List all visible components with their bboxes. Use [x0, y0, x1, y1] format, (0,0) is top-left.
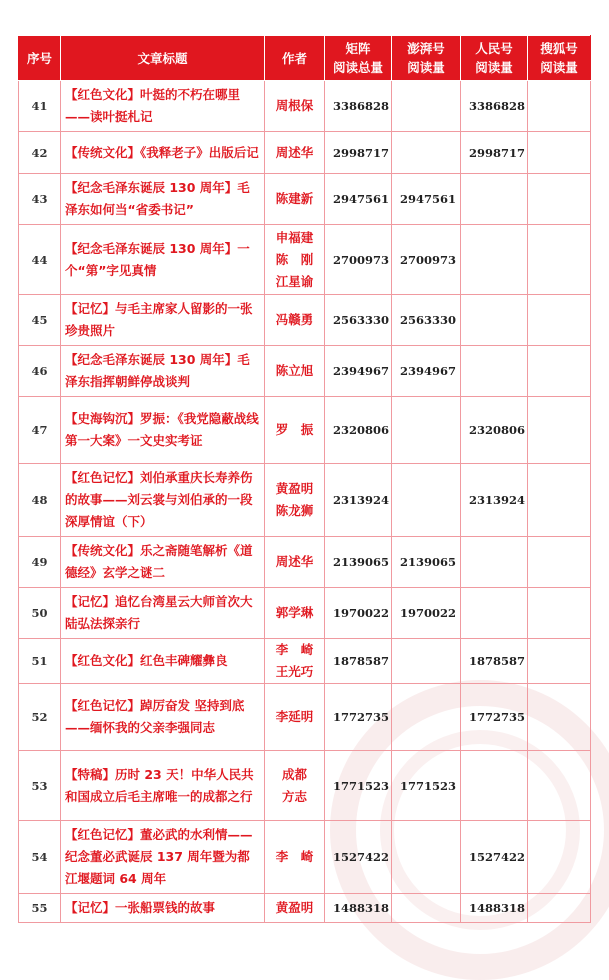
article-title: 【红色记忆】踔厉奋发 坚持到底——缅怀我的父亲李强同志	[61, 684, 265, 751]
header-people-line2: 阅读量	[475, 60, 513, 75]
author-name-line: 江星谕	[275, 273, 314, 289]
matrix-total-reads: 2998717	[325, 132, 392, 174]
article-author	[265, 588, 325, 639]
row-number: 44	[19, 225, 61, 295]
header-no: 序号	[19, 36, 61, 81]
pengpai-reads: 2139065	[392, 537, 461, 588]
article-author	[265, 81, 325, 132]
people-reads	[461, 346, 528, 397]
header-pengpai	[392, 36, 461, 81]
sohu-reads	[528, 751, 591, 821]
row-number: 42	[19, 132, 61, 174]
pengpai-reads	[392, 639, 461, 684]
author-name-line: 李 崎	[275, 849, 314, 864]
matrix-total-reads: 1970022	[325, 588, 392, 639]
row-number: 49	[19, 537, 61, 588]
sohu-reads	[528, 821, 591, 894]
sohu-reads	[528, 346, 591, 397]
article-author	[265, 464, 325, 537]
article-author	[265, 295, 325, 346]
pengpai-reads	[392, 464, 461, 537]
header-matrix-line2: 阅读总量	[332, 60, 383, 75]
pengpai-reads: 2563330	[392, 295, 461, 346]
people-reads: 1878587	[461, 639, 528, 684]
row-number: 55	[19, 894, 61, 923]
row-number: 53	[19, 751, 61, 821]
author-name-line: 李延明	[275, 709, 314, 724]
pengpai-reads: 1771523	[392, 751, 461, 821]
pengpai-reads	[392, 132, 461, 174]
article-title: 【红色记忆】刘伯承重庆长寿养伤的故事——刘云裳与刘伯承的一段深厚情谊（下）	[61, 464, 265, 537]
pengpai-reads: 2700973	[392, 225, 461, 295]
author-name-line: 周述华	[275, 554, 314, 569]
sohu-reads	[528, 397, 591, 464]
matrix-total-reads: 1488318	[325, 894, 392, 923]
people-reads	[461, 174, 528, 225]
pengpai-reads	[392, 894, 461, 923]
people-reads	[461, 537, 528, 588]
row-number: 54	[19, 821, 61, 894]
article-title: 【史海钩沉】罗振：《我党隐蔽战线第一大案》一文史实考证	[61, 397, 265, 464]
sohu-reads	[528, 588, 591, 639]
table-header-row	[19, 36, 591, 81]
article-author	[265, 397, 325, 464]
article-title: 【纪念毛泽东诞辰 130 周年】毛泽东指挥朝鲜停战谈判	[61, 346, 265, 397]
row-number: 50	[19, 588, 61, 639]
matrix-total-reads: 2320806	[325, 397, 392, 464]
people-reads	[461, 751, 528, 821]
article-readership-table	[18, 35, 591, 923]
article-title: 【记忆】一张船票钱的故事	[61, 894, 265, 923]
matrix-total-reads: 1771523	[325, 751, 392, 821]
sohu-reads	[528, 132, 591, 174]
matrix-total-reads: 1772735	[325, 684, 392, 751]
people-reads	[461, 225, 528, 295]
article-title: 【记忆】追忆台湾星云大师首次大陆弘法探亲行	[61, 588, 265, 639]
article-author	[265, 684, 325, 751]
pengpai-reads: 2947561	[392, 174, 461, 225]
article-author	[265, 751, 325, 821]
sohu-reads	[528, 537, 591, 588]
author-name-line: 罗 振	[275, 422, 314, 437]
header-author: 作者	[265, 36, 325, 81]
author-name-line: 黄盈明	[275, 481, 314, 496]
header-people	[461, 36, 528, 81]
table-row	[19, 537, 591, 588]
pengpai-reads: 2394967	[392, 346, 461, 397]
article-author	[265, 174, 325, 225]
row-number: 41	[19, 81, 61, 132]
article-author	[265, 821, 325, 894]
row-number: 48	[19, 464, 61, 537]
sohu-reads	[528, 894, 591, 923]
table-row	[19, 821, 591, 894]
row-number: 51	[19, 639, 61, 684]
author-name-line: 李 崎	[275, 642, 314, 657]
header-matrix-line1: 矩阵	[345, 41, 371, 56]
table-row	[19, 588, 591, 639]
author-name-line: 黄盈明	[275, 900, 314, 915]
table-row	[19, 132, 591, 174]
article-author	[265, 537, 325, 588]
matrix-total-reads: 2394967	[325, 346, 392, 397]
header-pengpai-line2: 阅读量	[407, 60, 445, 75]
pengpai-reads	[392, 821, 461, 894]
header-people-line1: 人民号	[475, 41, 513, 56]
author-name-line: 周根保	[275, 98, 314, 113]
header-sohu	[528, 36, 591, 81]
table-row	[19, 295, 591, 346]
matrix-total-reads: 2139065	[325, 537, 392, 588]
table-row	[19, 174, 591, 225]
header-title: 文章标题	[61, 36, 265, 81]
table-row	[19, 81, 591, 132]
sohu-reads	[528, 684, 591, 751]
table-row	[19, 346, 591, 397]
sohu-reads	[528, 295, 591, 346]
people-reads: 1488318	[461, 894, 528, 923]
article-title: 【记忆】与毛主席家人留影的一张珍贵照片	[61, 295, 265, 346]
author-name-line: 郭学琳	[275, 605, 314, 620]
people-reads: 1772735	[461, 684, 528, 751]
table-row	[19, 397, 591, 464]
article-title: 【特稿】历时 23 天！中华人民共和国成立后毛主席唯一的成都之行	[61, 751, 265, 821]
article-author	[265, 894, 325, 923]
table-row	[19, 684, 591, 751]
people-reads: 2998717	[461, 132, 528, 174]
matrix-total-reads: 1527422	[325, 821, 392, 894]
author-name-line: 申福建	[275, 229, 314, 245]
author-name-line: 成都	[281, 766, 307, 782]
header-matrix	[325, 36, 392, 81]
article-author	[265, 132, 325, 174]
author-name-line: 陈建新	[275, 191, 314, 206]
people-reads	[461, 588, 528, 639]
people-reads: 1527422	[461, 821, 528, 894]
row-number: 43	[19, 174, 61, 225]
matrix-total-reads: 2313924	[325, 464, 392, 537]
table-row	[19, 751, 591, 821]
people-reads: 2313924	[461, 464, 528, 537]
article-author	[265, 346, 325, 397]
article-title: 【红色文化】叶挺的不朽在哪里——读叶挺札记	[61, 81, 265, 132]
sohu-reads	[528, 174, 591, 225]
article-title: 【红色记忆】董必武的水利情——纪念董必武诞辰 137 周年暨为都江堰题词 64 周年	[61, 821, 265, 894]
row-number: 47	[19, 397, 61, 464]
row-number: 45	[19, 295, 61, 346]
pengpai-reads	[392, 81, 461, 132]
people-reads: 3386828	[461, 81, 528, 132]
table-row	[19, 464, 591, 537]
sohu-reads	[528, 81, 591, 132]
table-row	[19, 894, 591, 923]
matrix-total-reads: 3386828	[325, 81, 392, 132]
people-reads: 2320806	[461, 397, 528, 464]
sohu-reads	[528, 225, 591, 295]
people-reads	[461, 295, 528, 346]
article-title: 【红色文化】红色丰碑耀彝良	[61, 639, 265, 684]
matrix-total-reads: 2700973	[325, 225, 392, 295]
author-name-line: 方志	[281, 788, 307, 804]
author-name-line: 冯赣勇	[275, 312, 314, 327]
article-title: 【传统文化】乐之斋随笔解析《道德经》玄学之谜二	[61, 537, 265, 588]
author-name-line: 王光巧	[275, 664, 314, 679]
article-title: 【传统文化】《我释老子》出版后记	[61, 132, 265, 174]
matrix-total-reads: 2563330	[325, 295, 392, 346]
row-number: 52	[19, 684, 61, 751]
table-row	[19, 639, 591, 684]
header-sohu-line1: 搜狐号	[540, 41, 578, 56]
article-author	[265, 639, 325, 684]
author-name-line: 陈立旭	[275, 363, 314, 378]
article-author	[265, 225, 325, 295]
pengpai-reads	[392, 397, 461, 464]
author-name-line: 陈龙狮	[275, 503, 314, 518]
pengpai-reads: 1970022	[392, 588, 461, 639]
author-name-line: 陈 刚	[275, 251, 314, 267]
row-number: 46	[19, 346, 61, 397]
header-pengpai-line1: 澎湃号	[407, 41, 445, 56]
matrix-total-reads: 2947561	[325, 174, 392, 225]
article-title: 【纪念毛泽东诞辰 130 周年】一个“第”字见真情	[61, 225, 265, 295]
table-row	[19, 225, 591, 295]
matrix-total-reads: 1878587	[325, 639, 392, 684]
header-sohu-line2: 阅读量	[540, 60, 578, 75]
sohu-reads	[528, 639, 591, 684]
article-title: 【纪念毛泽东诞辰 130 周年】毛泽东如何当“省委书记”	[61, 174, 265, 225]
sohu-reads	[528, 464, 591, 537]
author-name-line: 周述华	[275, 144, 314, 160]
pengpai-reads	[392, 684, 461, 751]
